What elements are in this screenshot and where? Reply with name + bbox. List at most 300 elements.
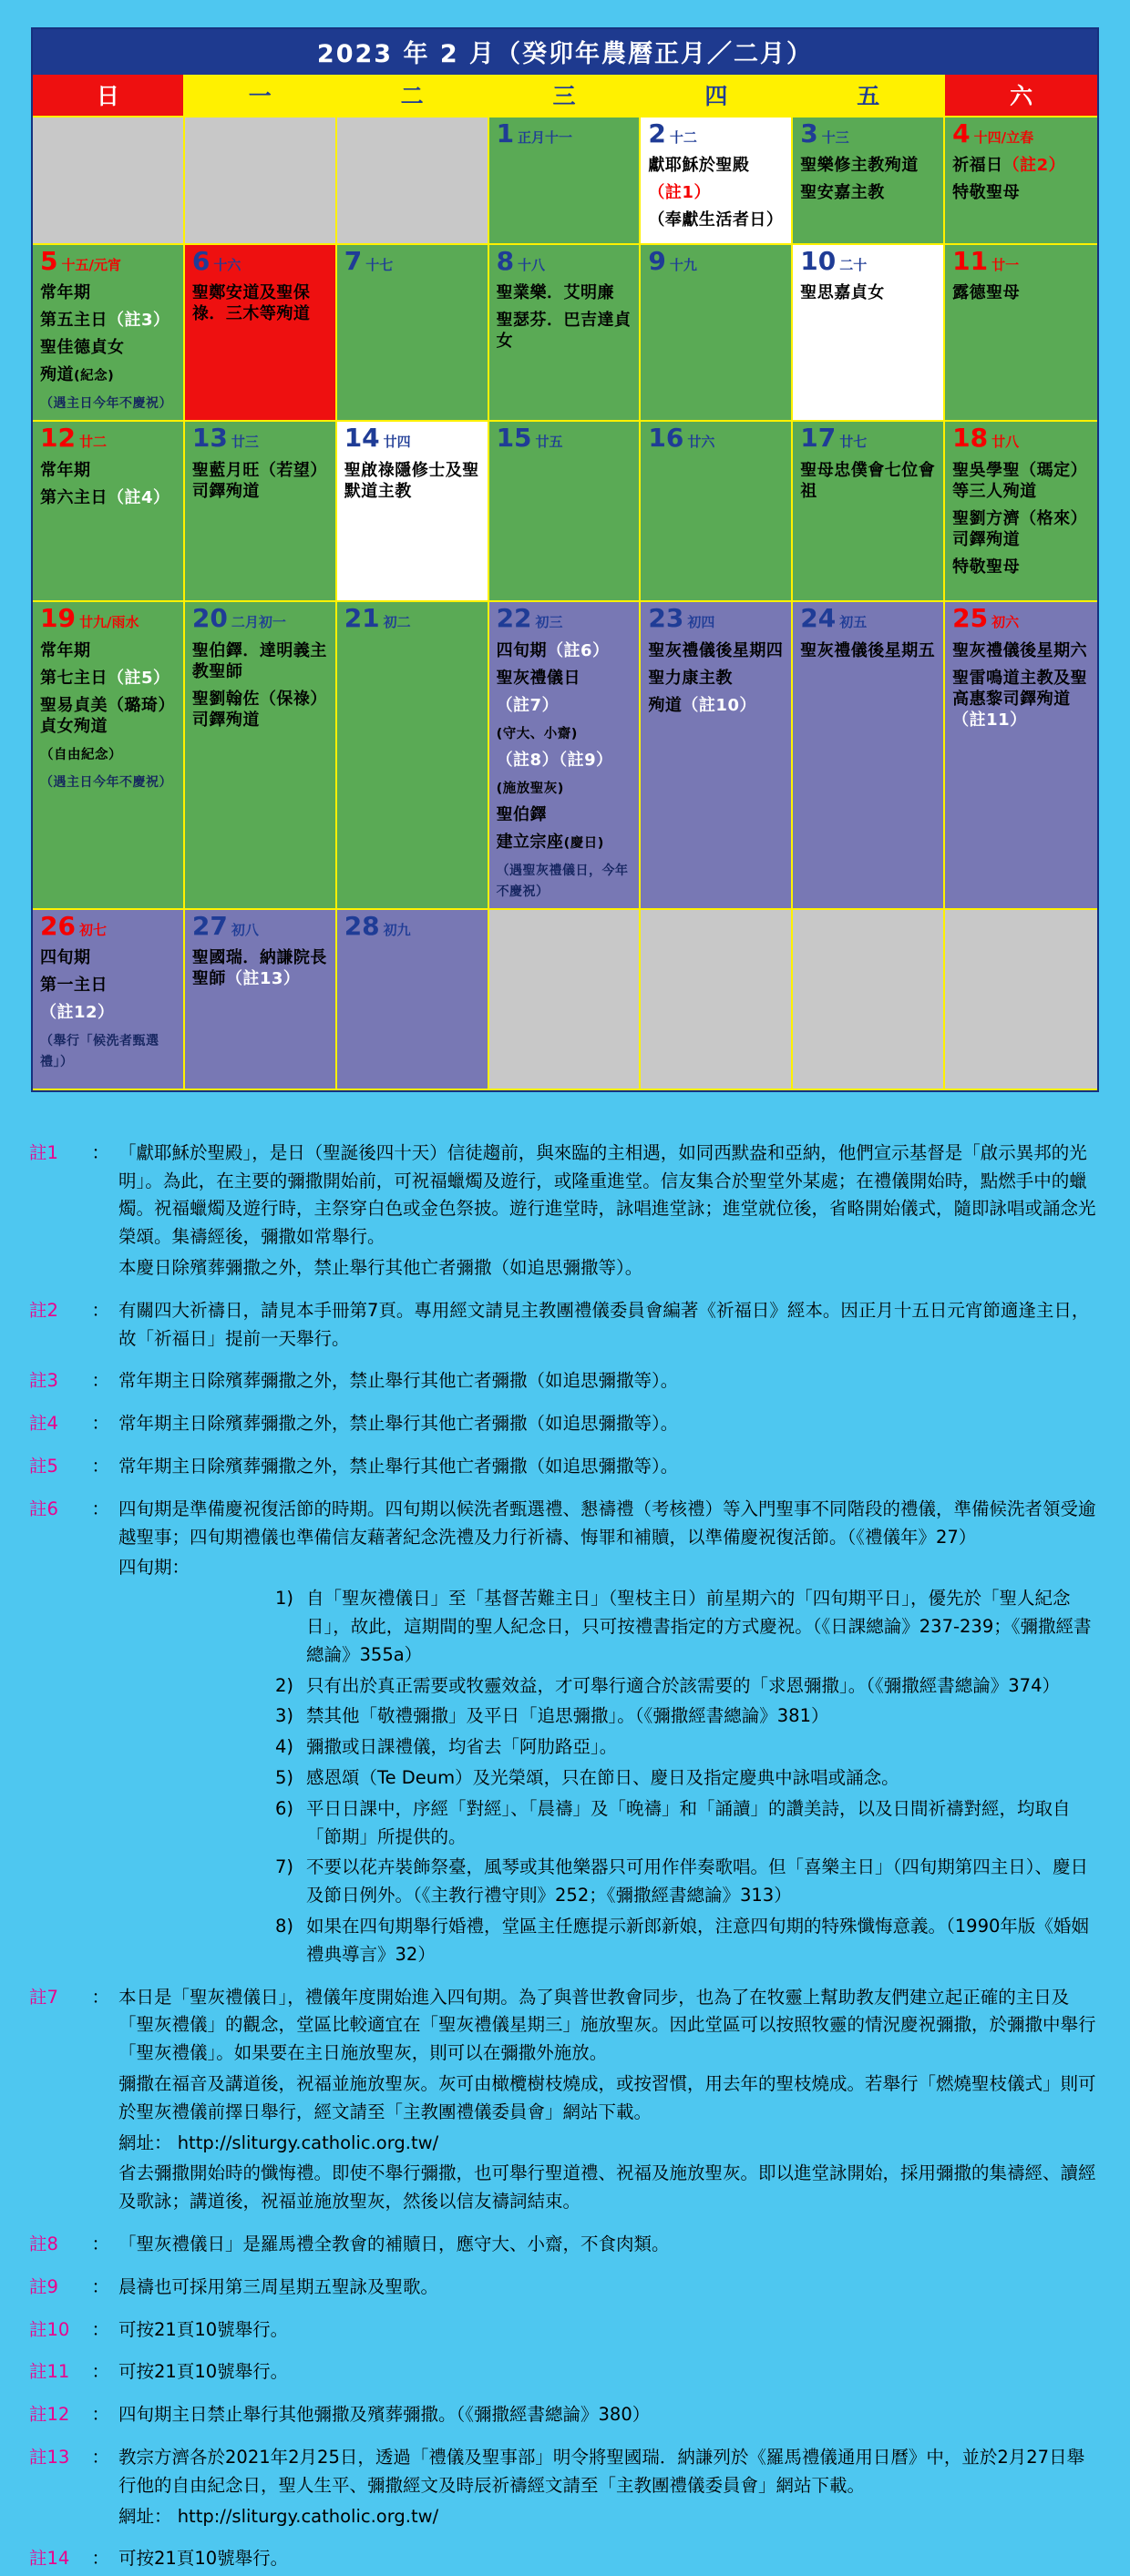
event-line [800,640,939,661]
lunar-label: 初二 [383,614,411,631]
calendar-cell [641,422,793,602]
day-number: 15 [496,423,532,454]
event-line [952,557,1093,578]
calendar-cell [945,602,1097,910]
event-text: (紀念) [74,369,115,384]
day-number: 22 [496,603,532,634]
event-text: （註10） [682,695,756,715]
event-text: (慶日) [563,835,604,851]
event-text: 聖國瑞．納謙院長聖師 [191,948,327,989]
note-list-item: 自「聖灰禮儀日」至「基督苦難主日」（聖枝主日）前星期六的「四旬期平日」，優先於「聖人紀念日」，故此，這期間的聖人紀念日，只可按禮書指定的方式慶祝。（《日課總論》237-239；《彌撒經書總論》355a） [306,1588,1092,1665]
note-colon: ： [91,1456,109,1477]
event-text: 聖吳學聖（瑪定）等三人殉道 [952,460,1088,501]
day-number: 8 [496,246,515,276]
note-label-wrap [29,1496,109,1524]
event-line [800,282,939,303]
event-line [40,695,179,737]
event-text: 祈福日 [952,156,1003,176]
note-list-item: 平日日課中，序經「對經」、「晨禱」及「晚禱」和「誦讀」的讚美詩，以及日間祈禱對經，均取自「節期」所提供的。 [306,1797,1071,1847]
event-text: （註4） [108,487,170,507]
event-line [497,832,635,853]
event-text: （註7） [496,695,560,715]
calendar-cell [489,602,642,910]
event-text: （註6） [547,640,610,660]
event-line [952,155,1093,176]
event-text: （註5） [108,668,170,688]
event-line [40,975,179,996]
note-item [29,1140,1101,1285]
note-body [109,1140,1101,1285]
note-body [109,1410,1101,1441]
event-line [497,695,635,716]
note-body [109,1453,1101,1484]
liturgical-calendar [31,27,1099,1092]
note-label: 註11 [29,2361,70,2383]
lunar-label: 二十 [839,257,868,273]
note-colon: ： [91,2318,109,2340]
event-line [40,460,179,481]
event-text: 聖伯鐸 [496,804,548,824]
event-line [40,1002,179,1023]
note-list-item: 如果在四旬期舉行婚禮，堂區主任應提示新郎新娘，注意四旬期的特殊懺悔意義。（1990年版《婚姻禮典導言》32） [306,1915,1089,1965]
event-line [952,182,1093,203]
lunar-label: 廿八 [991,434,1020,451]
lunar-label: 十三 [821,129,849,146]
lunar-label: 十七 [365,257,394,273]
calendar-week [33,422,1097,602]
event-line [40,947,179,968]
event-line [497,282,635,303]
note-paragraph: 四旬期是準備慶祝復活節的時期。四旬期以候洗者甄選禮、懇禱禮（考核禮）等入門聖事不同階段的禮儀，準備候洗者領受逾越聖事；四旬期禮儀也準備信友藉著紀念洗禮及力行祈禱、悔罪和補贖，以準備慶祝復活節。（《禮儀年》27） [118,1498,1096,1548]
cell-header [344,912,483,941]
cell-header [344,604,483,633]
calendar-grid [33,116,1097,1090]
note-body [109,2316,1101,2347]
cell-header [800,424,939,453]
calendar-cell [793,910,945,1090]
event-text: 常年期 [40,640,91,660]
calendar-cell [185,118,337,245]
cell-header [40,912,179,941]
event-line [192,282,331,324]
event-line [40,668,179,689]
cell-header [40,604,179,633]
event-line [952,668,1093,731]
day-number: 25 [952,603,989,634]
event-line [40,392,179,413]
lunar-label: 廿三 [231,434,259,451]
event-text: 聖思嘉貞女 [800,283,885,303]
cell-header [952,604,1093,633]
event-text: 聖力康主教 [648,668,733,688]
note-label: 註10 [29,2318,70,2340]
note-item [29,2231,1101,2262]
calendar-cell [945,910,1097,1090]
event-text: 建立宗座 [496,832,564,852]
calendar-week [33,602,1097,910]
lunar-label: 十八 [518,257,546,273]
calendar-cell [185,910,337,1090]
calendar-cell [337,245,489,422]
note-colon: ： [91,1299,109,1321]
event-text: 聖灰禮儀後星期六 [952,640,1088,660]
day-header-二: 二 [337,75,489,116]
event-text: 第五主日 [40,311,108,331]
calendar-cell [337,602,489,910]
note-list-item: 彌撒或日課禮儀，均省去「阿肋路亞」。 [306,1736,618,1758]
note-item [29,1984,1101,2219]
note-list-item: 不要以花卉裝飾祭臺，風琴或其他樂器只可用作伴奏歌唱。但「喜樂主日」（四旬期第四主日）、慶日及節日例外。（《主教行禮守則》252；《彌撒經書總論》313） [306,1856,1089,1906]
event-text: (守大、小齋) [496,726,578,741]
calendar-cell [641,245,793,422]
cell-header [952,119,1093,148]
note-paragraph: 可按21頁10號舉行。 [118,2548,289,2570]
note-paragraph: 「獻耶穌於聖殿」，是日（聖誕後四十天）信徒趨前，與來臨的主相遇，如同西默盎和亞納，他們宣示基督是「啟示異邦的光明」。為此，在主要的彌撒開始前，可祝福蠟燭及遊行，或隆重進堂。信友集合於聖堂外某處；在禮儀開始時，點燃手中的蠟燭。祝福蠟燭及遊行時，主祭穿白色或金色祭披。遊行進堂時，詠唱進堂詠；進堂就位後，省略開始儀式，隨即詠唱或誦念光榮頌。集禱經後，彌撒如常舉行。 [118,1141,1096,1248]
note-colon: ： [91,1413,109,1435]
note-list-item: 感恩頌（Te Deum）及光榮頌，只在節日、慶日及指定慶典中詠唱或誦念。 [306,1766,899,1788]
note-body [109,2444,1101,2533]
event-text: （自由紀念） [40,747,122,762]
event-text: 聖鄭安道及聖保祿．三木等殉道 [191,283,311,324]
calendar-week [33,910,1097,1090]
calendar-week [33,118,1097,245]
event-line [192,640,331,682]
note-body [109,2231,1101,2262]
event-text: (施放聖灰) [496,781,564,796]
note-paragraph: 晨禱也可採用第三周星期五聖詠及聖歌。 [118,2275,439,2297]
event-line [40,487,179,508]
event-line [192,460,331,502]
day-number: 26 [40,910,76,941]
note-item [29,2274,1101,2305]
day-number: 27 [191,910,228,941]
note-paragraph: 常年期主日除殯葬彌撒之外，禁止舉行其他亡者彌撒（如追思彌撒等）。 [118,1370,679,1392]
note-label-wrap [29,1984,109,2012]
cell-header [344,424,483,453]
event-text: （遇聖灰禮儀日，今年不慶祝） [496,863,629,899]
event-text: 聖劉翰佐（保祿）司鐸殉道 [191,689,327,730]
cell-header [40,424,179,453]
day-number: 6 [191,246,211,276]
calendar-cell [641,118,793,245]
event-line [192,947,331,989]
event-text: （註12） [40,1003,115,1023]
note-item [29,2316,1101,2347]
day-number: 20 [191,603,228,634]
day-number: 16 [648,423,684,454]
event-line [800,182,939,203]
note-paragraph: 本慶日除殯葬彌撒之外，禁止舉行其他亡者彌撒（如追思彌撒等）。 [118,1257,643,1279]
day-number: 4 [952,118,971,148]
day-header-六: 六 [945,75,1097,116]
note-label-wrap [29,2444,109,2472]
cell-header [40,247,179,276]
event-text: 聖母忠僕會七位會祖 [800,460,936,501]
cell-header [648,247,786,276]
calendar-cell [489,910,642,1090]
lunar-label: 初五 [839,614,868,631]
note-label-wrap [29,1297,109,1325]
cell-header [952,247,1093,276]
note-numbered-list [118,1585,1101,1968]
note-item [29,1297,1101,1356]
event-text: 第六主日 [40,487,108,507]
day-header-日: 日 [33,75,185,116]
calendar-cell [489,245,642,422]
cell-header [648,119,786,148]
calendar-cell [945,245,1097,422]
day-number: 24 [800,603,837,634]
cell-header [648,424,786,453]
event-line [40,771,179,792]
lunar-label: 初四 [687,614,715,631]
note-label: 註4 [29,1413,58,1435]
event-line [40,1029,179,1071]
note-body [109,2401,1101,2432]
day-header-五: 五 [793,75,945,116]
event-line [952,282,1093,303]
day-number: 1 [496,118,515,148]
lunar-label: 十六 [213,257,241,273]
calendar-cell [641,910,793,1090]
event-text: 獻耶穌於聖殿 [648,156,750,176]
event-text: 殉道 [648,695,683,715]
event-line [648,155,786,176]
note-label: 註1 [29,1141,58,1163]
day-number: 11 [952,246,989,276]
event-text: 常年期 [40,460,91,480]
event-text: 聖佳德貞女 [40,338,125,358]
calendar-cell [641,602,793,910]
cell-header [952,424,1093,453]
note-body [109,1984,1101,2219]
event-text: 聖劉方濟（格來）司鐸殉道 [952,508,1088,549]
lunar-label: 廿二 [78,434,107,451]
day-header-一: 一 [185,75,337,116]
event-text: 聖瑟芬．巴吉達貞女 [496,311,632,352]
note-item [29,1367,1101,1398]
note-list-item: 只有出於真正需要或牧靈效益，才可舉行適合於該需要的「求恩彌撒」。（《彌撒經書總論》374） [306,1674,1060,1696]
lunar-label: 初七 [78,921,107,938]
note-body [109,1496,1101,1972]
note-label: 註5 [29,1456,58,1477]
event-line [40,640,179,661]
note-list-item: 禁其他「敬禮彌撒」及平日「追思彌撒」。（《彌撒經書總論》381） [306,1705,829,1727]
note-item [29,2401,1101,2432]
cell-header [192,912,331,941]
calendar-cell [185,245,337,422]
event-line [497,668,635,689]
day-number: 5 [40,246,58,276]
lunar-label: 廿四 [383,434,411,451]
event-line [497,640,635,661]
event-text: （註3） [108,311,170,331]
event-line [497,750,635,771]
lunar-label: 正月十一 [518,129,573,146]
day-header-row [33,75,1097,116]
event-text: 聖灰禮儀後星期四 [648,640,784,660]
event-text: 聖灰禮儀後星期五 [800,640,936,660]
lunar-label: 初八 [231,921,259,938]
event-text: 四旬期 [40,948,91,968]
event-line [497,777,635,798]
note-label: 註8 [29,2233,58,2254]
event-text: （奉獻生活者日） [648,210,784,230]
lunar-label: 二月初一 [231,614,286,631]
event-line [497,804,635,825]
lunar-label: 廿七 [839,434,868,451]
calendar-cell [945,118,1097,245]
note-label-wrap [29,2401,109,2429]
event-line [648,182,786,203]
day-number: 19 [40,603,76,634]
cell-header [648,604,786,633]
event-text: （遇主日今年不慶祝） [40,774,172,790]
note-label: 註2 [29,1299,58,1321]
notes-section [29,1140,1101,2576]
event-line [40,743,179,764]
day-header-三: 三 [489,75,642,116]
note-item [29,2545,1101,2576]
note-label-wrap [29,2231,109,2259]
event-text: （註2） [1002,156,1066,176]
note-label-wrap [29,2274,109,2302]
event-text: （註8）（註9） [496,750,613,770]
cell-header [800,604,939,633]
event-line [344,460,483,502]
note-colon: ： [91,1498,109,1519]
note-label-wrap [29,2545,109,2573]
event-text: 聖雷鳴道主教及聖高惠黎司鐸殉道 [952,668,1088,709]
day-number: 23 [648,603,684,634]
event-line [952,640,1093,661]
note-colon: ： [91,1370,109,1392]
event-text: 露德聖母 [952,283,1021,303]
note-colon: ： [91,2275,109,2297]
day-number: 13 [191,423,228,454]
event-line [952,508,1093,550]
event-text: 特敬聖母 [952,183,1021,203]
note-paragraph: 有關四大祈禱日，請見本手冊第7頁。專用經文請見主教團禮儀委員會編著《祈福日》經本。因正月十五日元宵節適逢主日，故「祈福日」提前一天舉行。 [118,1299,1090,1349]
note-item [29,1496,1101,1972]
event-line [648,668,786,689]
lunar-label: 廿一 [991,257,1020,273]
calendar-cell [33,118,185,245]
event-text: （註1） [648,183,711,203]
note-label-wrap [29,2358,109,2387]
event-line [497,722,635,743]
note-paragraph: 彌撒在福音及講道後，祝福並施放聖灰。灰可由橄欖樹枝燒成，或按習慣，用去年的聖枝燒成。若舉行「燃燒聖枝儀式」則可於聖灰禮儀前擇日舉行，經文請至「主教團禮儀委員會」網站下載。 [118,2072,1096,2122]
event-line [40,364,179,385]
event-text: 第七主日 [40,668,108,688]
event-text: 聖伯鐸．達明義主教聖師 [191,640,327,681]
event-line [648,695,786,716]
note-colon: ： [91,1986,109,2008]
cell-header [497,247,635,276]
event-text: 聖樂修主教殉道 [800,156,919,176]
event-text: （註11） [952,710,1027,730]
note-label: 註12 [29,2404,70,2426]
note-item [29,1453,1101,1484]
note-body [109,1297,1101,1356]
event-text: 聖藍月旺（若望）司鐸殉道 [191,460,327,501]
event-text: 常年期 [40,283,91,303]
lunar-label: 初九 [383,921,411,938]
day-number: 10 [800,246,837,276]
cell-header [497,604,635,633]
calendar-cell [337,422,489,602]
day-number: 21 [344,603,380,634]
note-label-wrap [29,1140,109,1168]
event-text: 聖易貞美（璐琦）貞女殉道 [40,695,175,736]
calendar-cell [793,118,945,245]
lunar-label: 初六 [991,614,1020,631]
event-text: 殉道 [40,365,74,385]
calendar-cell [185,422,337,602]
note-paragraph: 網址： http://sliturgy.catholic.org.tw/ [118,2505,439,2527]
event-text: 特敬聖母 [952,557,1021,577]
event-text: 聖灰禮儀日 [496,668,581,688]
cell-header [192,247,331,276]
cell-header [497,424,635,453]
lunar-label: 廿九/雨水 [78,614,139,631]
note-body [109,2274,1101,2305]
event-line [497,859,635,901]
note-paragraph: 可按21頁10號舉行。 [118,2361,289,2383]
note-paragraph: 常年期主日除殯葬彌撒之外，禁止舉行其他亡者彌撒（如追思彌撒等）。 [118,1413,679,1435]
day-number: 14 [344,423,380,454]
event-line [192,689,331,731]
cell-header [800,247,939,276]
note-paragraph: 「聖灰禮儀日」是羅馬禮全教會的補贖日，應守大、小齋，不食肉類。 [118,2233,670,2254]
event-line [800,155,939,176]
calendar-cell [793,602,945,910]
day-number: 17 [800,423,837,454]
note-body [109,1367,1101,1398]
day-number: 2 [648,118,666,148]
note-label: 註3 [29,1370,58,1392]
calendar-cell [33,422,185,602]
note-item [29,2444,1101,2533]
note-paragraph: 本日是「聖灰禮儀日」，禮儀年度開始進入四旬期。為了與普世教會同步，也為了在牧靈上幫助教友們建立起正確的主日及「聖灰禮儀」的觀念，堂區比較適宜在「聖灰禮儀星期三」施放聖灰。因此堂區可以按照牧靈的情況慶祝彌撒，於彌撒中舉行「聖灰禮儀」。如果要在主日施放聖灰，則可以在彌撒外施放。 [118,1986,1096,2064]
calendar-cell [33,602,185,910]
event-line [40,337,179,358]
event-line [648,640,786,661]
note-paragraph: 教宗方濟各於2021年2月25日，透過「禮儀及聖事部」明令將聖國瑞．納謙列於《羅馬禮儀通用日曆》中，並於2月27日舉行他的自由紀念日，聖人生平、彌撒經文及時辰祈禱經文請至「主教團禮儀委員會」網站下載。 [118,2446,1085,2496]
calendar-cell [489,118,642,245]
day-header-四: 四 [641,75,793,116]
day-number: 18 [952,423,989,454]
calendar-cell [33,245,185,422]
note-colon: ： [91,2548,109,2570]
event-text: （舉行「候洗者甄選禮」） [40,1034,159,1070]
note-paragraph: 可按21頁10號舉行。 [118,2318,289,2340]
cell-header [344,247,483,276]
day-number: 7 [344,246,363,276]
calendar-cell [489,422,642,602]
note-paragraph: 網址： http://sliturgy.catholic.org.tw/ [118,2131,439,2153]
day-number: 28 [344,910,380,941]
event-line [40,282,179,303]
event-line [648,210,786,230]
note-label: 註9 [29,2275,58,2297]
note-colon: ： [91,2404,109,2426]
event-line [800,460,939,502]
calendar-week [33,245,1097,422]
event-line [40,310,179,331]
note-label: 註7 [29,1986,58,2008]
event-text: 聖業樂．艾明廉 [496,283,615,303]
